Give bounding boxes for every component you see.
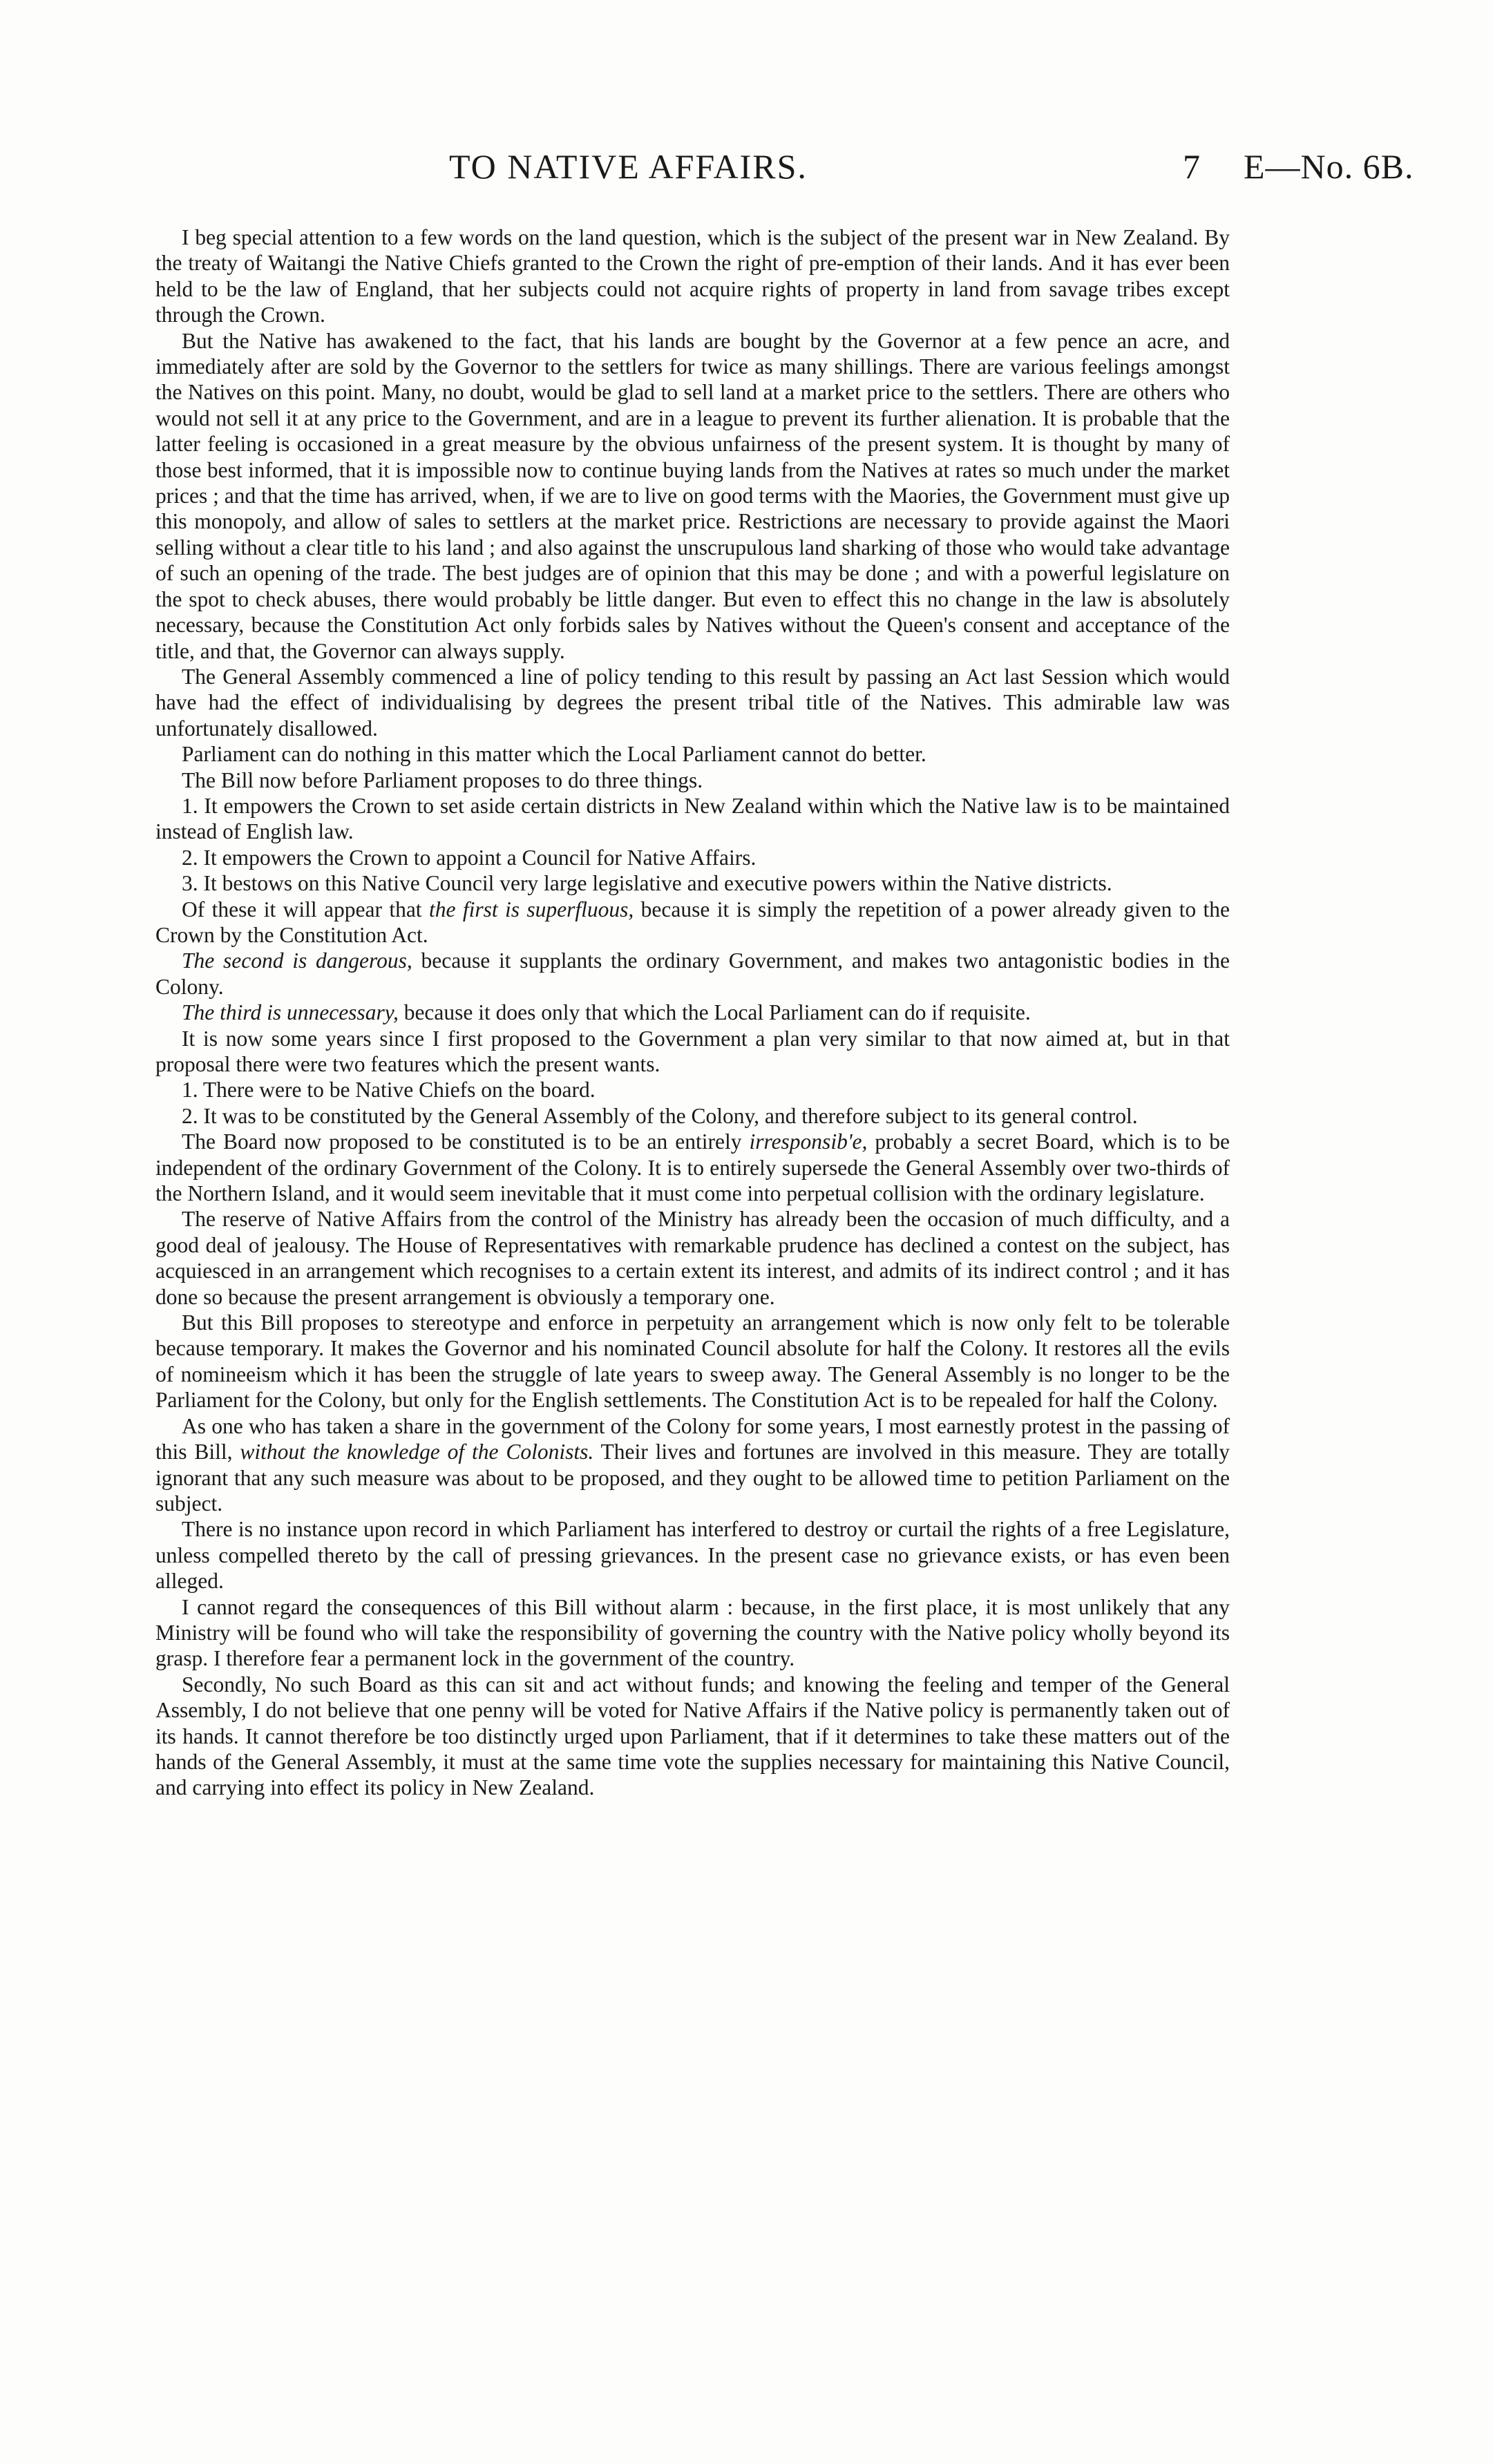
list-item: 1. There were to be Native Chiefs on the board. [182,1078,596,1102]
document-body [155,225,1230,1801]
paragraph: The General Assembly commenced a line of policy tending to this result by passing an Act last Session which would have had the effect of individualising by degrees the present tribal title of the Natives. This admirable law was unfortunately disallowed. [155,664,1230,741]
paragraph: There is no instance upon record in which Parliament has interfered to destroy or curtail the rights of a free Legislature, unless compelled thereto by the call of pressing grievances. In the present case no grievance exists, or has even been alleged. [155,1517,1230,1594]
paragraph: The reserve of Native Affairs from the control of the Ministry has already been the occasion of much difficulty, and a good deal of jealousy. The House of Representatives with remarkable prudence has declined a contest on the subject, has acquiesced in an arrangement which recognises to a certain extent its interest, and admits of its indirect control ; and it has done so because the present arrangement is obviously a temporary one. [155,1207,1230,1309]
emphasis: irresponsib'e, [749,1129,868,1154]
page-number: 7 [1183,147,1200,186]
paragraph: But the Native has awakened to the fact, that his lands are bought by the Governor at a few pence an acre, and immediately after are sold by the Governor to the settlers for twice as many shillings. There are various feelings amongst the Natives on this point. Many, no doubt, would be glad to sell land at a market price to the settlers. There are others who would not sell it at any price to the Government, and are in a league to prevent its further alienation. It is probable that the latter feeling is occasioned in a great measure by the obvious unfairness of the present system. It is thought by many of those best informed, that it is impossible now to continue buying lands from the Natives at rates so much under the market prices ; and that the time has arrived, when, if we are to live on good terms with the Maories, the Government must give up this monopoly, and allow of sales to settlers at the market price. Restrictions are necessary to provide against the Maori selling without a clear title to his land ; and also against the unscrupulous land sharking of those who would take advantage of such an opening of the trade. The best judges are of opinion that this may be done ; and with a powerful legislature on the spot to check abuses, there would probably be little danger. But even to effect this no change in the law is absolutely necessary, because the Constitution Act only forbids sales by Natives without the Queen's consent and acceptance of the title, and that, the Governor can always supply. [155,328,1230,663]
list-item: 1. It empowers the Crown to set aside certain districts in New Zealand within which the Native law is to be maintained instead of English law. [155,793,1230,844]
paragraph-protest: As one who has taken a share in the government of the Colony for some years, I most earnestly protest in the passing of this Bill, without the knowledge of the Colonists. Their lives and fortunes are involved in this measure. They are totally ignorant that any such measure was about to be proposed, and they ought to be allowed time to petition Parliament on the subject. [155,1413,1230,1516]
emphasis: without the knowledge of the Colonists. [240,1440,594,1464]
paragraph: Parliament can do nothing in this matter which the Local Parliament cannot do better. [182,742,926,767]
paragraph-board: The Board now proposed to be constituted is to be an entirely irresponsib'e, probably a secret Board, which is to be independent of the ordinary Government of the Colony. It is to entirely supersede the General Assembly over two-thirds of the Northern Island, and it would seem inevitable that it must come into perpetual collision with the ordinary legislature. [155,1129,1230,1206]
paragraph-second-dangerous: The second is dangerous, because it supplants the ordinary Government, and makes two antagonistic bodies in the Colony. [155,948,1230,999]
document-reference: E—No. 6B. [1244,147,1414,186]
page-header [0,146,1493,195]
paragraph: I beg special attention to a few words on the land question, which is the subject of the present war in New Zealand. By the treaty of Waitangi the Native Chiefs granted to the Crown the right of pre-emption of their lands. And it has ever been held to be the law of England, that her subjects could not acquire rights of property in land from savage tribes except through the Crown. [155,225,1230,327]
list-item: 3. It bestows on this Native Council very large legislative and executive powers within the Native districts. [182,871,1112,896]
emphasis: the first is superfluous, [428,897,634,921]
paragraph: But this Bill proposes to stereotype and enforce in perpetuity an arrangement which is now only felt to be tolerable because temporary. It makes the Governor and his nominated Council absolute for half the Colony. It restores all the evils of nomineeism which it has been the struggle of late years to sweep away. The General Assembly is no longer to be the Parliament for the Colony, but only for the English settlements. The Constitution Act is to be repealed for half the Colony. [155,1310,1230,1413]
paragraph: The Bill now before Parliament proposes to do three things. [182,767,703,792]
paragraph-first-superfluous: Of these it will appear that the first is superfluous, because it is simply the repetition of a power already given to the Crown by the Constitution Act. [155,897,1230,947]
list-item: 2. It was to be constituted by the General Assembly of the Colony, and therefore subject to its general control. [182,1103,1138,1128]
paragraph: I cannot regard the consequences of this Bill without alarm : because, in the first place, it is most unlikely that any Ministry will be found who will take the responsibility of governing the country with the Native policy wholly beyond its grasp. I therefore fear a permanent lock in the government of the country. [155,1594,1230,1671]
emphasis: The second is dangerous, [182,948,412,973]
list-item: 2. It empowers the Crown to appoint a Council for Native Affairs. [182,845,757,870]
page-title: TO NATIVE AFFAIRS. [449,147,808,186]
paragraph: It is now some years since I first proposed to the Government a plan very similar to that now aimed at, but in that proposal there were two features which the present wants. [155,1026,1230,1076]
emphasis: The third is unnecessary, [182,1000,399,1025]
paragraph: Secondly, No such Board as this can sit and act without funds; and knowing the feeling and temper of the General Assembly, I do not believe that one penny will be voted for Native Affairs if the Native policy is permanently taken out of its hands. It cannot therefore be too distinctly urged upon Parliament, that if it determines to take these matters out of the hands of the General Assembly, it must at the same time vote the supplies necessary for maintaining this Native Council, and carrying into effect its policy in New Zealand. [155,1672,1230,1800]
paragraph-third-unnecessary: The third is unnecessary, because it does only that which the Local Parliament can do if requisite. [182,1000,1031,1025]
